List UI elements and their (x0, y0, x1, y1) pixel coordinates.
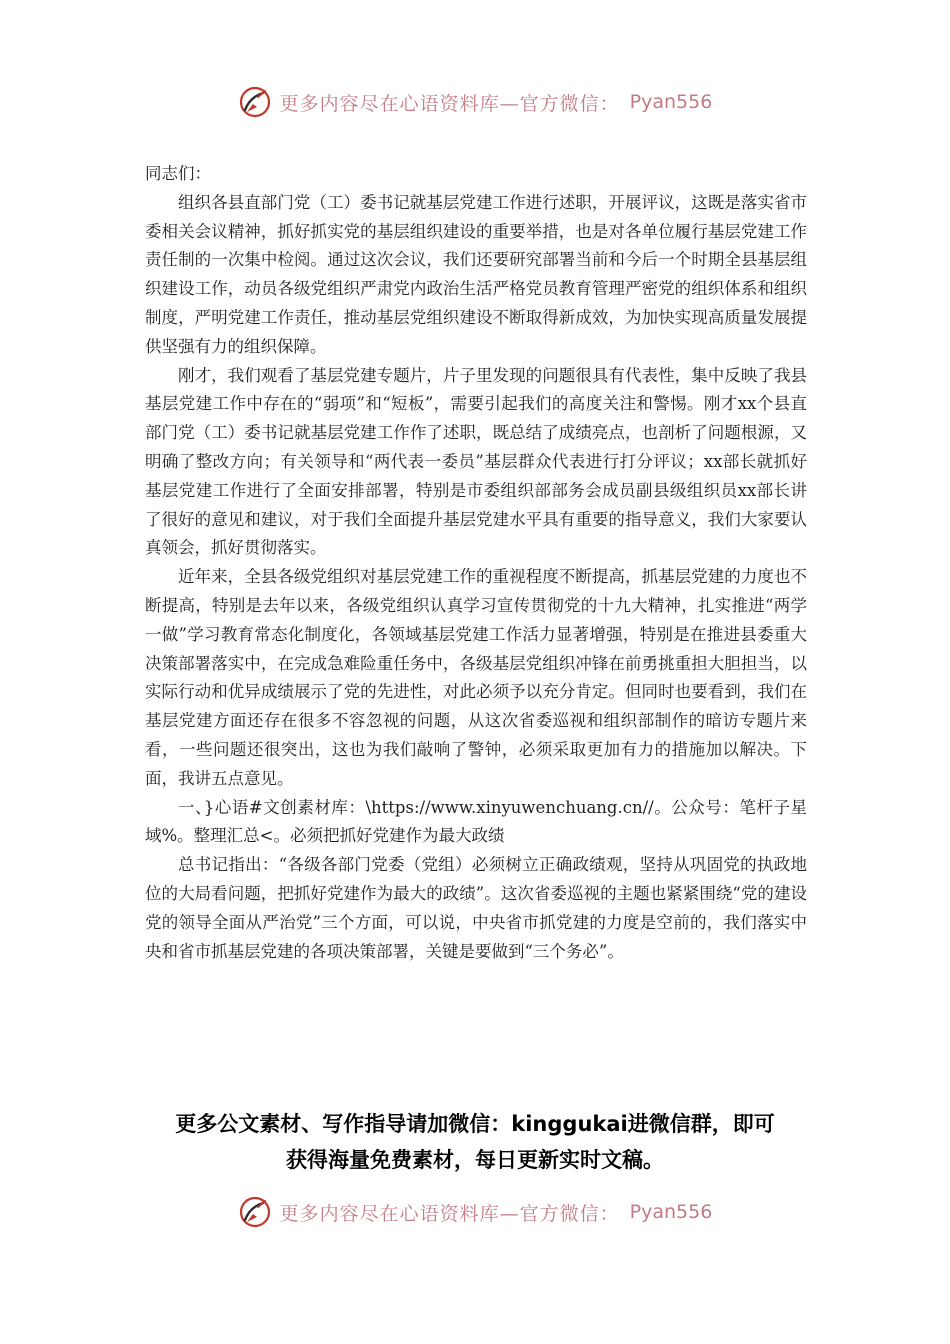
watermark-text: 更多内容尽在心语资料库—官方微信： (279, 92, 620, 115)
paragraph-4: 总书记指出：“各级各部门党委（党组）必须树立正确政绩观，坚持从巩固党的执政地位的大局看问题，把抓好党建作为最大的政绩”。这次省委巡视的主题也紧紧围绕“党的建设党的领导全面从严治党”三个方面，可以说，中央省市抓党建的力度是空前的，我们落实中央和省市抓基层党建的各项决策部署，关键是要做到“三个务必”。 (145, 855, 807, 961)
promo-banner (140, 1106, 810, 1178)
pen-logo-icon (238, 85, 272, 119)
salutation: 同志们： (145, 164, 211, 183)
promo-line-2: 获得海量免费素材，每日更新实时文稿。 (286, 1148, 664, 1172)
paragraph-1: 组织各县直部门党（工）委书记就基层党建工作进行述职，开展评议，这既是落实省市委相关会议精神，抓好抓实党的基层组织建设的重要举措，也是对各单位履行基层党建工作责任制的一次集中检阅。通过这次会议，我们还要研究部署当前和今后一个时期全县基层组织建设工作，动员各级党组织严肃党内政治生活严格党员教育管理严密党的组织体系和组织制度，严明党建工作责任，推动基层党组织建设不断取得新成效，为加快实现高质量发展提供坚强有力的组织保障。 (145, 192, 807, 356)
paragraph-2: 刚才，我们观看了基层党建专题片，片子里发现的问题很具有代表性，集中反映了我县基层党建工作中存在的“弱项”和“短板”，需要引起我们的高度关注和警惕。刚才xx个县直部门党（工）委书记就基层党建工作作了述职，既总结了成绩亮点，也剖析了问题根源，又明确了整改方向；有关领导和“两代表一委员”基层群众代表进行打分评议；xx部长就抓好基层党建工作进行了全面安排部署，特别是市委组织部部务会成员副县级组织员xx部长讲了很好的意见和建议，对于我们全面提升基层党建水平具有重要的指导意义，我们大家要认真领会，抓好贯彻落实。 (145, 365, 807, 558)
section-heading-1: 一、}心语#文创素材库：\https://www.xinyuwenchuang.cn//。公众号：笔杆子星域%。整理汇总<。必须把抓好党建作为最大政绩 (145, 797, 807, 846)
document-body (145, 160, 807, 966)
paragraph-3: 近年来，全县各级党组织对基层党建工作的重视程度不断提高，抓基层党建的力度也不断提高，特别是去年以来，各级党组织认真学习宣传贯彻党的十九大精神，扎实推进“两学一做”学习教育常态化制度化，各领域基层党建工作活力显著增强，特别是在推进县委重大决策部署落实中，在完成急难险重任务中，各级基层党组织冲锋在前勇挑重担大胆担当，以实际行动和优异成绩展示了党的先进性，对此必须予以充分肯定。但同时也要看到，我们在基层党建方面还存在很多不容忽视的问题，从这次省委巡视和组织部制作的暗访专题片来看，一些问题还很突出，这也为我们敲响了警钟，必须采取更加有力的措施加以解决。下面，我讲五点意见。 (145, 567, 807, 788)
pen-logo-icon (238, 1195, 272, 1229)
footer-watermark (0, 1190, 950, 1234)
watermark-wechat-id: Pyan556 (629, 91, 713, 113)
header-watermark (0, 80, 950, 124)
promo-line-1: 更多公文素材、写作指导请加微信：kinggukai进微信群，即可 (175, 1112, 775, 1136)
watermark-text: 更多内容尽在心语资料库—官方微信： (279, 1202, 620, 1225)
watermark-wechat-id: Pyan556 (629, 1201, 713, 1223)
